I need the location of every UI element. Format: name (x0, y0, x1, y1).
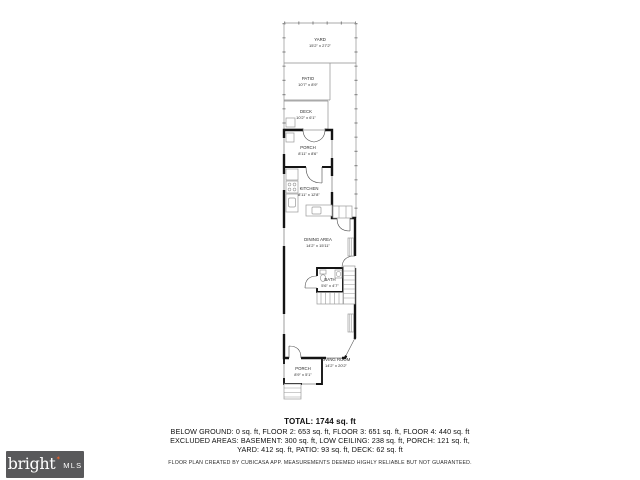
excluded-areas-2: YARD: 412 sq. ft, PATIO: 93 sq. ft, DECK: 62 sq. ft (237, 445, 403, 454)
room-label-living: LIVING ROOM (321, 357, 351, 362)
star-icon: ✶ (55, 455, 61, 462)
room-dims-porch-lower: 8'9" x 5'1" (294, 372, 312, 377)
building-walls (284, 130, 355, 384)
logo-suffix-text: MLS (63, 461, 83, 470)
room-dims-bath: 5'6" x 4'7" (321, 283, 339, 288)
sink-icon (312, 207, 321, 214)
area-summary (0, 417, 640, 467)
excluded-areas: EXCLUDED AREAS: BASEMENT: 300 sq. ft, LOW CEILING: 238 sq. ft, PORCH: 121 sq. ft, (170, 436, 470, 445)
room-label-bath: BATH (324, 277, 336, 282)
room-label-porch-upper: PORCH (300, 145, 316, 150)
room-dims-patio: 10'7" x 8'9" (298, 82, 318, 87)
room-dims-yard: 15'2" x 27'2" (309, 43, 331, 48)
room-dims-kitchen: 8'11" x 12'8" (298, 192, 320, 197)
room-label-deck: DECK (300, 109, 312, 114)
fridge-icon (286, 169, 298, 180)
room-dims-porch-upper: 8'11" x 8'6" (298, 151, 318, 156)
bath-door (305, 276, 317, 288)
logo-brand-text: bright (7, 453, 56, 473)
disclaimer: FLOOR PLAN CREATED BY CUBICASA APP. MEASUREMENTS DEEMED HIGHLY RELIABLE BUT NOT GUARANTEED. (168, 460, 472, 466)
toilet-tank (320, 270, 326, 274)
radiator-icon (348, 238, 354, 256)
bright-mls-logo (6, 451, 84, 478)
room-label-patio: PATIO (301, 76, 315, 81)
porch-fixture (286, 133, 294, 142)
room-label-yard: YARD (314, 37, 326, 42)
deck-fixture (286, 118, 295, 127)
room-label-kitchen: KITCHEN (299, 186, 319, 191)
room-dims-living: 14'2" x 20'2" (325, 363, 347, 368)
room-dims-deck: 10'2" x 6'1" (296, 115, 316, 120)
sink-icon (289, 198, 296, 207)
kitchen-door (306, 167, 322, 183)
lower-porch-walls (284, 358, 322, 384)
rear-landing (333, 206, 352, 218)
radiator-icon (348, 314, 354, 332)
stove-icon (286, 181, 298, 193)
total-area: TOTAL: 1744 sq. ft (284, 417, 356, 426)
room-dims-dining: 14'2" x 15'11" (306, 243, 330, 248)
dining-rear-door (337, 218, 350, 231)
room-label-dining: DINING AREA (304, 237, 332, 242)
french-door (303, 131, 325, 142)
floor-areas: BELOW GROUND: 0 sq. ft, FLOOR 2: 653 sq. ft, FLOOR 3: 651 sq. ft, FLOOR 4: 440 sq. ft (170, 427, 470, 436)
room-label-porch-lower: PORCH (295, 366, 311, 371)
